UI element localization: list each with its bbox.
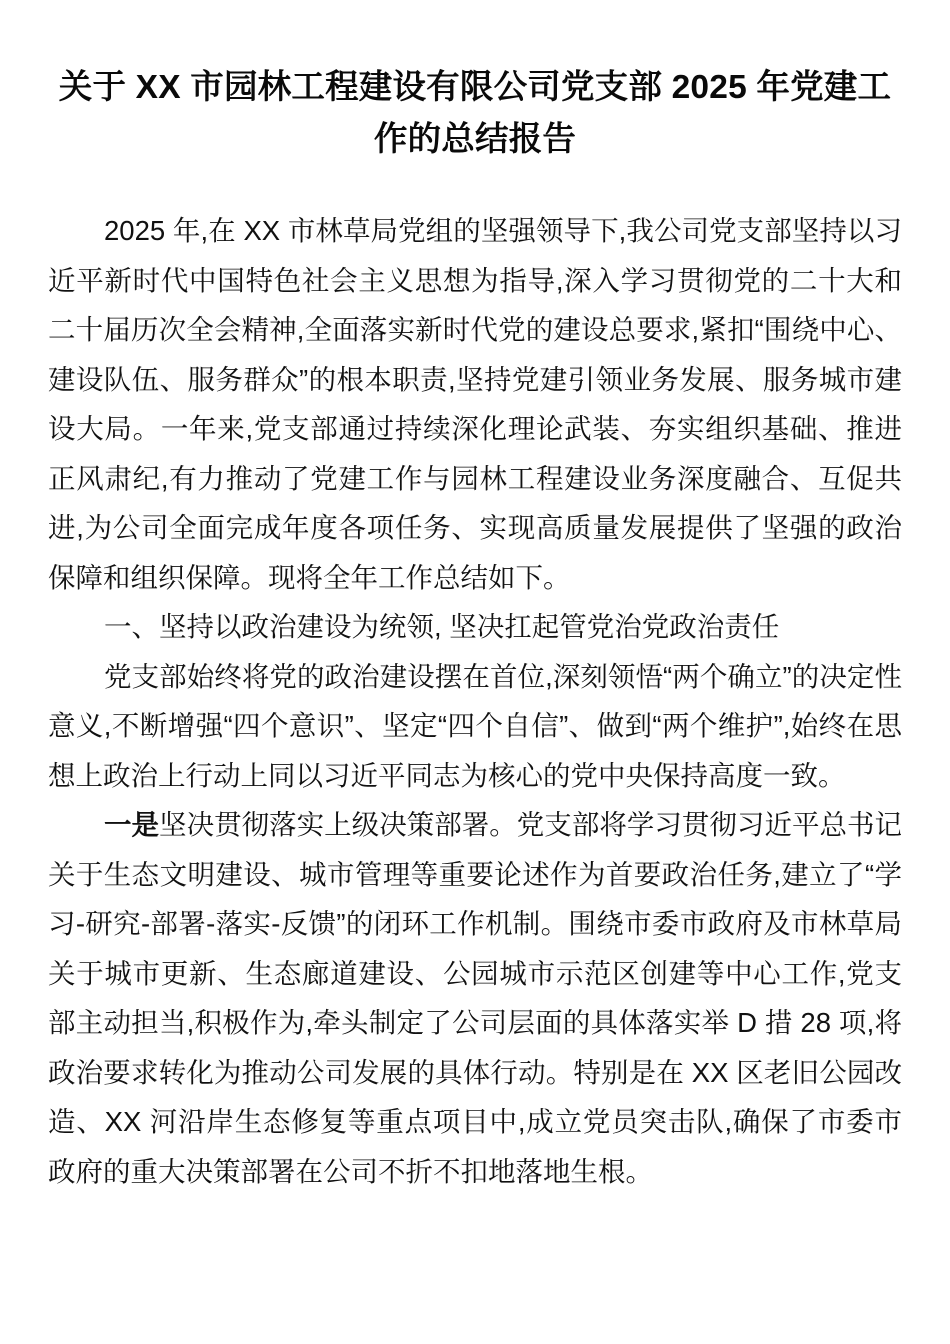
page-title: 关于 XX 市园林工程建设有限公司党支部 2025 年党建工作的总结报告 [58,69,892,158]
section-heading-one: 一、坚持以政治建设为统领, 坚决扛起管党治党政治责任 [104,611,780,642]
point-one-label: 一是 [104,809,160,840]
title-spacer [48,166,902,206]
point-one-paragraph [48,800,902,1196]
document-body [48,0,902,1196]
section-one-lead-paragraph: 党支部始终将党的政治建设摆在首位,深刻领悟“两个确立”的决定性意义,不断增强“四个意识”、坚定“四个自信”、做到“两个维护”,始终在思想上政治上行动上同以习近平同志为核心的党中央保持高度一致。 [48,660,902,791]
intro-paragraph: 2025 年,在 XX 市林草局党组的坚强领导下,我公司党支部坚持以习近平新时代中国特色社会主义思想为指导,深入学习贯彻党的二十大和二十届历次全会精神,全面落实新时代党的建设总要求,紧扣“围绕中心、建设队伍、服务群众”的根本职责,坚持党建引领业务发展、服务城市建设大局。一年来,党支部通过持续深化理论武装、夯实组织基础、推进正风肃纪,有力推动了党建工作与园林工程建设业务深度融合、互促共进,为公司全面完成年度各项任务、实现高质量发展提供了坚强的政治保障和组织保障。现将全年工作总结如下。 [48,215,902,593]
point-one-text: 坚决贯彻落实上级决策部署。党支部将学习贯彻习近平总书记关于生态文明建设、城市管理等重要论述作为首要政治任务,建立了“学习-研究-部署-落实-反馈”的闭环工作机制。围绕市委市政府及市林草局关于城市更新、生态廊道建设、公园城市示范区创建等中心工作,党支部主动担当,积极作为,牵头制定了公司层面的具体落实举 D 措 28 项,将政治要求转化为推动公司发展的具体行动。特别是在 XX 区老旧公园改造、XX 河沿岸生态修复等重点项目中,成立党员突击队,确保了市委市政府的重大决策部署在公司不折不扣地落地生根。 [48,809,903,1187]
